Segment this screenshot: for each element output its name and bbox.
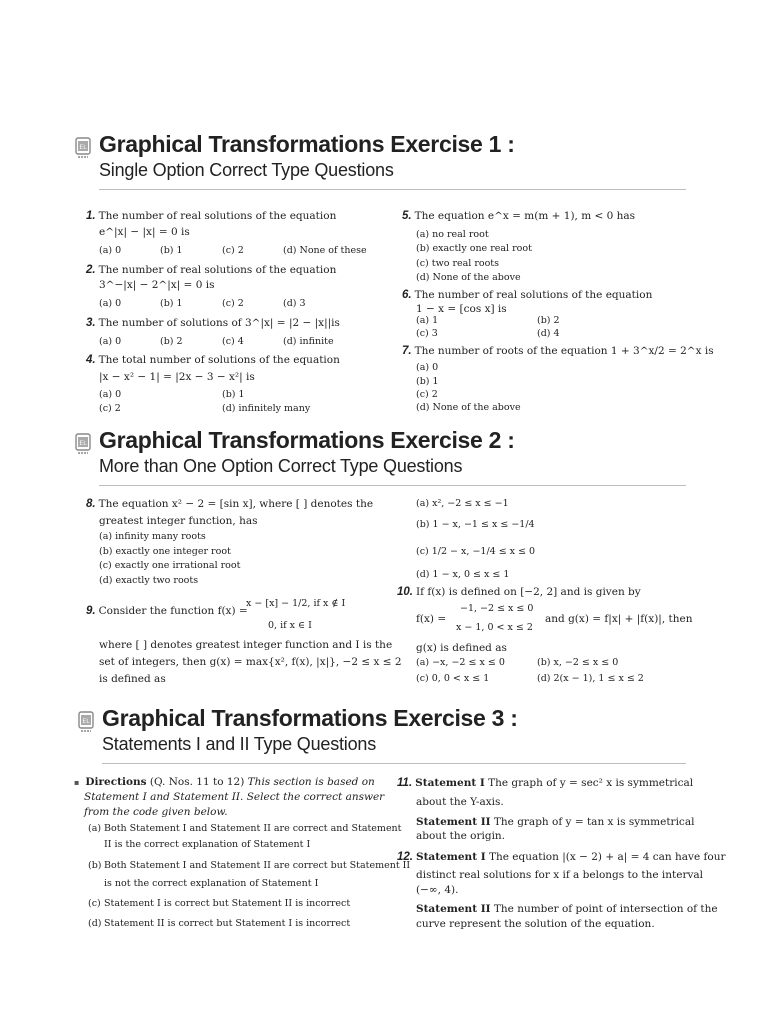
question-6: 6. The number of real solutions of the equation [402, 289, 653, 301]
q10-option-c: (c) 0, 0 < x ≤ 1 [416, 673, 490, 684]
q10-tail: and g(x) = f|x| + |f(x)|, then [545, 613, 693, 625]
question-4: 4. The total number of solutions of the equation [86, 354, 340, 366]
question-1-equation: e^|x| − |x| = 0 is [99, 226, 190, 238]
q9-case-2: 0, if x ∈ I [268, 620, 312, 631]
q6-option-b: (b) 2 [537, 315, 560, 326]
question-11-line2: about the Y-axis. [416, 796, 504, 808]
question-12-statement-2: Statement II The number of point of intersection of the [416, 903, 718, 915]
q2-option-c: (c) 2 [222, 298, 244, 309]
q5-option-d: (d) None of the above [416, 272, 521, 283]
q4-option-c: (c) 2 [99, 403, 121, 414]
question-9-line3: set of integers, then g(x) = max{x², f(x), |x|}, −2 ≤ x ≤ 2 [99, 656, 402, 668]
q1-option-d: (d) None of these [283, 245, 367, 256]
svg-text:EL: EL [79, 440, 87, 447]
directions-line-1: ▪ Directions (Q. Nos. 11 to 12) This section is based on [74, 776, 375, 788]
q10-case-1: −1, −2 ≤ x ≤ 0 [460, 603, 534, 614]
q7-option-c: (c) 2 [416, 389, 438, 400]
question-12: 12. Statement I The equation |(x − 2) + a| = 4 can have four [397, 851, 726, 863]
q1-option-b: (b) 1 [160, 245, 183, 256]
question-10: 10. If f(x) is defined on [−2, 2] and is given by [397, 586, 641, 598]
q10-option-b: (b) x, −2 ≤ x ≤ 0 [537, 657, 619, 668]
question-2-equation: 3^−|x| − 2^|x| = 0 is [99, 279, 215, 291]
q10-fx-label: f(x) = [416, 613, 447, 625]
directions-option-b-text: Both Statement I and Statement II are correct but Statement II [104, 860, 411, 871]
q6-option-a: (a) 1 [416, 315, 439, 326]
question-11: 11. Statement I The graph of y = sec² x is symmetrical [397, 777, 694, 789]
exercise-icon [78, 711, 94, 733]
q6-option-d: (d) 4 [537, 328, 560, 339]
q10-option-d: (d) 2(x − 1), 1 ≤ x ≤ 2 [537, 673, 644, 684]
directions-line-2: Statement I and Statement II. Select the correct answer [84, 791, 385, 803]
exercise-3-subtitle: Statements I and II Type Questions [102, 734, 377, 754]
directions-option-a-label: (a) [88, 823, 102, 834]
q3-option-a: (a) 0 [99, 336, 122, 347]
q2-option-b: (b) 1 [160, 298, 183, 309]
q7-option-b: (b) 1 [416, 376, 439, 387]
q10-option-a: (a) −x, −2 ≤ x ≤ 0 [416, 657, 505, 668]
directions-line-3: from the code given below. [84, 806, 228, 818]
q10-case-2: x − 1, 0 < x ≤ 2 [456, 622, 533, 633]
directions-option-a-text: Both Statement I and Statement II are correct and Statement [104, 823, 402, 834]
question-11-statement-2: Statement II The graph of y = tan x is symmetrical [416, 816, 695, 828]
q5-option-c: (c) two real roots [416, 258, 499, 269]
question-12-line3: (−∞, 4). [416, 884, 459, 896]
directions-option-d-label: (d) [88, 918, 102, 929]
q8-option-c: (c) exactly one irrational root [99, 560, 241, 571]
question-9: 9. Consider the function f(x) = [86, 605, 248, 617]
q9-case-1: x − [x] − 1/2, if x ∉ I [246, 598, 346, 609]
question-4-equation: |x − x² − 1| = |2x − 3 − x²| is [99, 371, 255, 383]
question-10-line3: g(x) is defined as [416, 642, 507, 654]
q8-option-a: (a) infinity many roots [99, 531, 206, 542]
q3-option-c: (c) 4 [222, 336, 244, 347]
exercise-2-divider [99, 485, 686, 486]
exercise-2-title: Graphical Transformations Exercise 2 : [99, 427, 515, 453]
q1-option-a: (a) 0 [99, 245, 122, 256]
question-9-line4: is defined as [99, 673, 166, 685]
directions-option-b-label: (b) [88, 860, 102, 871]
directions-option-c-label: (c) [88, 898, 101, 909]
q2-option-a: (a) 0 [99, 298, 122, 309]
q9-option-d: (d) 1 − x, 0 ≤ x ≤ 1 [416, 569, 510, 580]
directions-option-d-text: Statement II is correct but Statement I is incorrect [104, 918, 351, 929]
directions-option-c-text: Statement I is correct but Statement II is incorrect [104, 898, 351, 909]
q4-option-a: (a) 0 [99, 389, 122, 400]
question-3: 3. The number of solutions of 3^|x| = |2 − |x||is [86, 317, 340, 329]
q2-option-d: (d) 3 [283, 298, 306, 309]
exercise-2-subtitle: More than One Option Correct Type Questions [99, 456, 463, 476]
question-12-line5: curve represent the solution of the equation. [416, 918, 655, 930]
exercise-icon [75, 137, 91, 159]
directions-option-a-text-2: II is the correct explanation of Statement I [104, 839, 311, 850]
q4-option-b: (b) 1 [222, 389, 245, 400]
exercise-icon [75, 433, 91, 455]
exercise-3-title: Graphical Transformations Exercise 3 : [102, 705, 518, 731]
question-1: 1. The number of real solutions of the equation [86, 210, 337, 222]
exercise-3-divider [102, 763, 686, 764]
directions-option-b-text-2: is not the correct explanation of Statement I [104, 878, 319, 889]
question-12-line2: distinct real solutions for x if a belongs to the interval [416, 869, 704, 881]
question-8-line2: greatest integer function, has [99, 515, 258, 527]
question-11-line4: about the origin. [416, 830, 506, 842]
q9-option-a: (a) x², −2 ≤ x ≤ −1 [416, 498, 509, 509]
question-2: 2. The number of real solutions of the equation [86, 264, 337, 276]
exercise-1-title: Graphical Transformations Exercise 1 : [99, 131, 515, 157]
exercise-1-subtitle: Single Option Correct Type Questions [99, 160, 394, 180]
q9-option-b: (b) 1 − x, −1 ≤ x ≤ −1/4 [416, 519, 535, 530]
question-6-equation: 1 − x = [cos x] is [416, 303, 507, 315]
q1-option-c: (c) 2 [222, 245, 244, 256]
q8-option-d: (d) exactly two roots [99, 575, 199, 586]
exercise-1-divider [99, 189, 686, 190]
q9-option-c: (c) 1/2 − x, −1/4 ≤ x ≤ 0 [416, 546, 536, 557]
q3-option-b: (b) 2 [160, 336, 183, 347]
q5-option-a: (a) no real root [416, 229, 489, 240]
question-8: 8. The equation x² − 2 = [sin x], where [ ] denotes the [86, 498, 374, 510]
q7-option-a: (a) 0 [416, 362, 439, 373]
q5-option-b: (b) exactly one real root [416, 243, 532, 254]
q8-option-b: (b) exactly one integer root [99, 546, 231, 557]
q4-option-d: (d) infinitely many [222, 403, 311, 414]
svg-text:EL: EL [82, 718, 90, 725]
q6-option-c: (c) 3 [416, 328, 438, 339]
question-5: 5. The equation e^x = m(m + 1), m < 0 has [402, 210, 636, 222]
q7-option-d: (d) None of the above [416, 402, 521, 413]
question-9-line2: where [ ] denotes greatest integer function and I is the [99, 639, 393, 651]
svg-text:EL: EL [79, 144, 87, 151]
question-7: 7. The number of roots of the equation 1 + 3^x/2 = 2^x is [402, 345, 714, 357]
q3-option-d: (d) infinite [283, 336, 334, 347]
